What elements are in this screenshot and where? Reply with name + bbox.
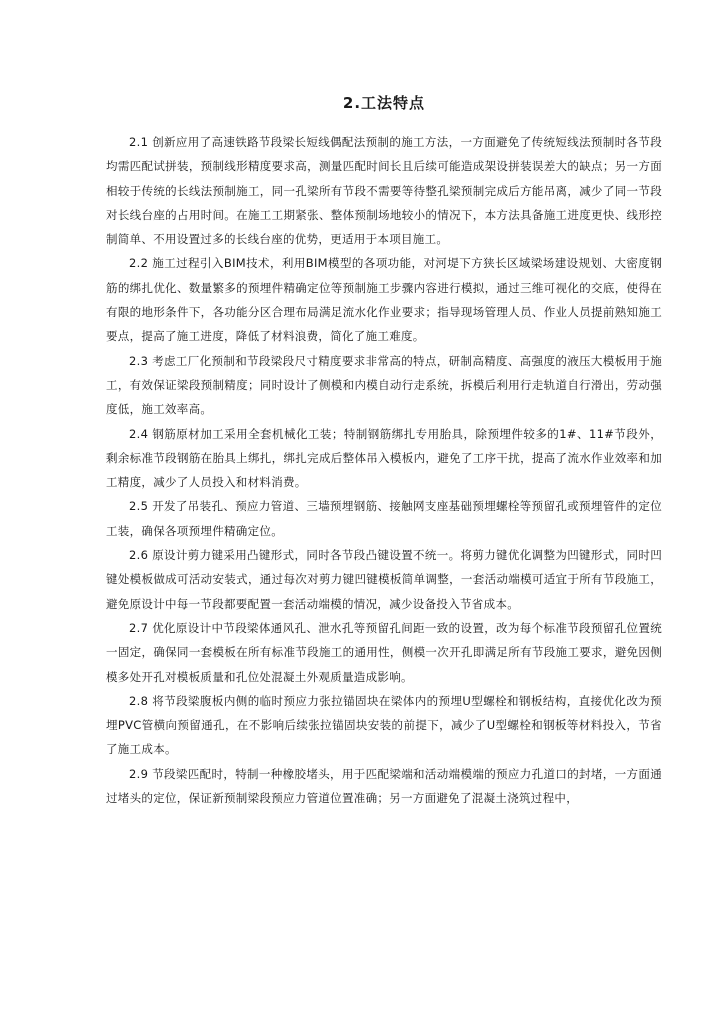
paragraph-2-1: 2.1 创新应用了高速铁路节段梁长短线偶配法预制的施工方法，一方面避免了传统短线法预制时各节段均需匹配试拼装，预制线形精度要求高，测量匹配时间长且后续可能造成架设拼装误差大的缺点；另一方面相较于传统的长线法预制施工，同一孔梁所有节段不需要等待整孔梁预制完成后方能吊离，减少了同一节段对长线台座的占用时间。在施工工期紧张、整体预制场地较小的情况下，本方法具备施工进度更快、线形控制简单、不用设置过多的长线台座的优势，更适用于本项目施工。 — [106, 135, 662, 247]
document-page — [106, 92, 662, 810]
paragraph-2-5: 2.5 开发了吊装孔、预应力管道、三墙预埋钢筋、接触网支座基础预埋螺栓等预留孔或预埋管件的定位工装，确保各项预埋件精确定位。 — [106, 499, 662, 538]
paragraph-2-6: 2.6 原设计剪力键采用凸键形式，同时各节段凸键设置不统一。将剪力键优化调整为凹键形式，同时凹键处模板做成可活动安装式，通过每次对剪力键凹键模板简单调整，一套活动端模可适宜于所有节段施工，避免原设计中每一节段都要配置一套活动端模的情况，减少设备投入节省成本。 — [106, 548, 662, 611]
paragraph-2-2: 2.2 施工过程引入BIM技术，利用BIM模型的各项功能，对河堤下方狭长区域梁场建设规划、大密度钢筋的绑扎优化、数量繁多的预埋件精确定位等预制施工步骤内容进行模拟，通过三维可视化的交底，使得在有限的地形条件下，各功能分区合理布局满足流水化作业要求；指导现场管理人员、作业人员提前熟知施工要点，提高了施工进度，降低了材料浪费，简化了施工难度。 — [106, 256, 662, 344]
paragraph-2-9: 2.9 节段梁匹配时，特制一种橡胶堵头，用于匹配梁端和活动端模端的预应力孔道口的封堵，一方面通过堵头的定位，保证新预制梁段预应力管道位置准确；另一方面避免了混凝土浇筑过程中， — [106, 766, 662, 806]
paragraph-2-7: 2.7 优化原设计中节段梁体通风孔、泄水孔等预留孔间距一致的设置，改为每个标准节段预留孔位置统一固定，确保同一套模板在所有标准节段施工的通用性，侧模一次开孔即满足所有节段施工要求，避免因侧模多处开孔对模板质量和孔位处混凝土外观质量造成影响。 — [106, 620, 662, 684]
paragraph-2-3: 2.3 考虑工厂化预制和节段梁段尺寸精度要求非常高的特点，研制高精度、高强度的液压大模板用于施工，有效保证梁段预制精度；同时设计了侧模和内模自动行走系统，拆模后利用行走轨道自行滑出，劳动强度低，施工效率高。 — [106, 353, 662, 417]
section-title: 2.工法特点 — [342, 94, 426, 112]
paragraph-2-4: 2.4 钢筋原材加工采用全套机械化工装；特制钢筋绑扎专用胎具，除预埋件较多的1#、11#节段外，剩余标准节段钢筋在胎具上绑扎，绑扎完成后整体吊入模板内，避免了工序干扰，提高了流水作业效率和加工精度，减少了人员投入和材料消费。 — [106, 426, 662, 490]
paragraph-2-8: 2.8 将节段梁腹板内侧的临时预应力张拉锚固块在梁体内的预埋U型螺栓和钢板结构，直接优化改为预埋PVC管横向预留通孔，在不影响后续张拉锚固块安装的前提下，减少了U型螺栓和钢板等材料投入，节省了施工成本。 — [106, 693, 662, 757]
